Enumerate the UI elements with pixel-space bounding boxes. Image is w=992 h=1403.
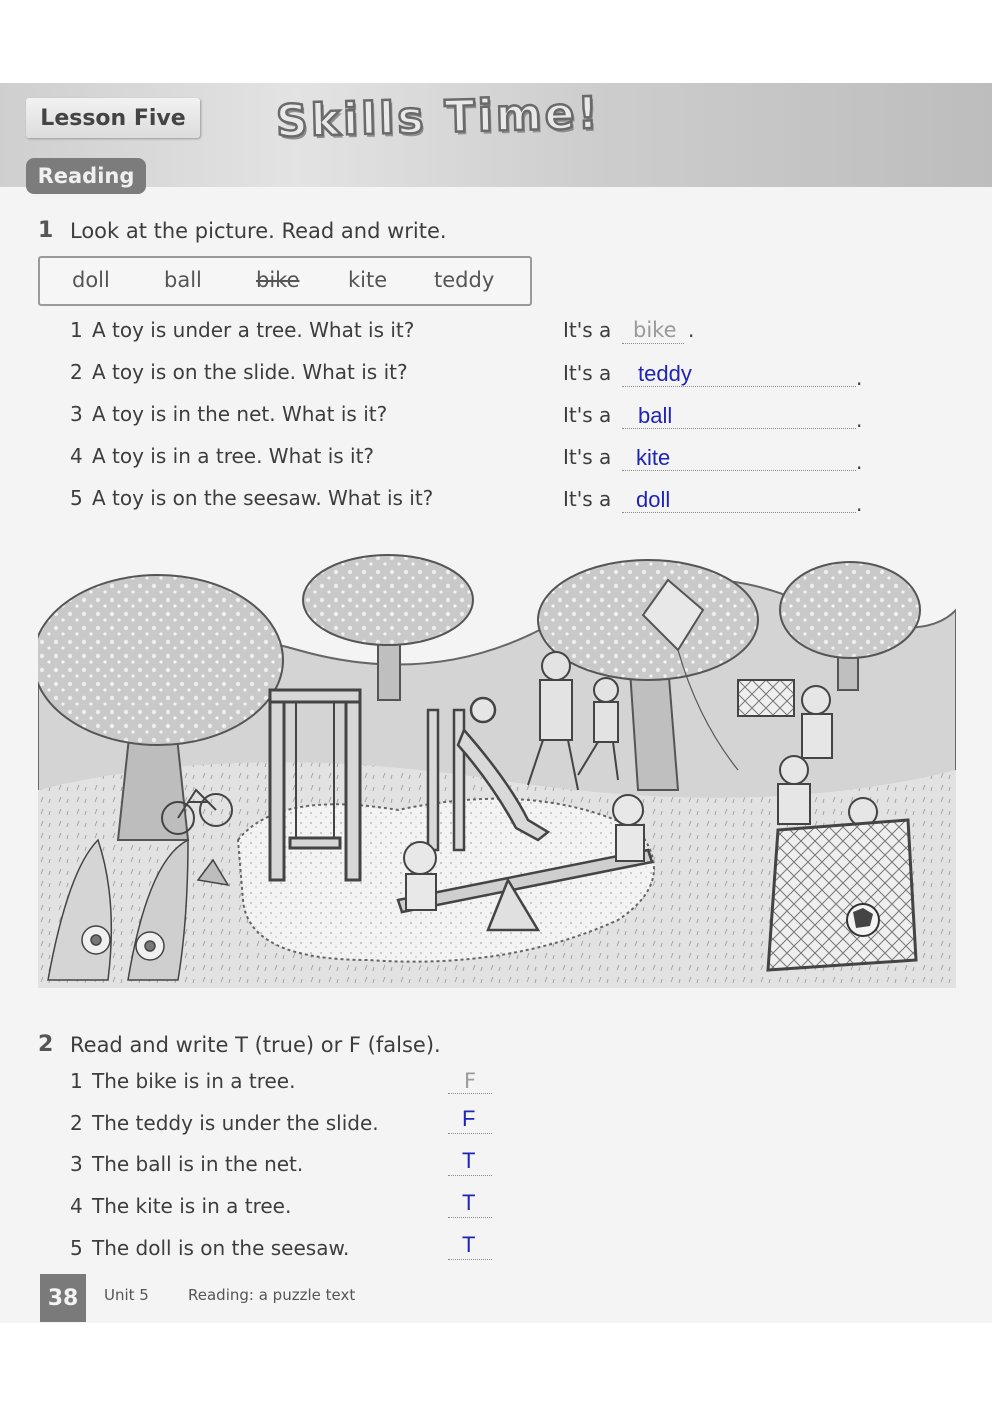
answer-line xyxy=(622,343,684,344)
exercise-1-instruction: Look at the picture. Read and write. xyxy=(70,219,447,243)
teddy-icon xyxy=(471,698,495,722)
question-number: 1 xyxy=(70,318,83,342)
goal-net-far xyxy=(738,680,794,716)
handwritten-answer[interactable]: T xyxy=(462,1148,476,1173)
question-number: 5 xyxy=(70,486,83,510)
tf-number: 5 xyxy=(70,1236,83,1260)
question-row xyxy=(70,360,408,384)
answer-line xyxy=(448,1217,492,1218)
word-bank-item: teddy xyxy=(434,268,495,292)
question-number: 3 xyxy=(70,402,83,426)
page-number: 38 xyxy=(40,1274,86,1322)
question-row xyxy=(70,402,387,426)
tf-statement: The bike is in a tree. xyxy=(92,1069,296,1093)
tf-statement: The teddy is under the slide. xyxy=(92,1111,379,1135)
tf-statement: The ball is in the net. xyxy=(92,1152,304,1176)
answer-line xyxy=(448,1133,492,1134)
tf-statement: The doll is on the seesaw. xyxy=(92,1236,350,1260)
question-text: A toy is in the net. What is it? xyxy=(92,402,388,426)
page-title: Skills Time! xyxy=(275,87,602,148)
question-row xyxy=(70,486,433,510)
question-text: A toy is in a tree. What is it? xyxy=(92,444,375,468)
tf-row xyxy=(70,1236,349,1260)
tf-row xyxy=(70,1111,379,1135)
tf-row xyxy=(70,1194,291,1218)
tf-number: 3 xyxy=(70,1152,83,1176)
question-row xyxy=(70,318,414,342)
answer-line xyxy=(622,470,856,471)
answer-prefix: It's a xyxy=(563,445,612,469)
handwritten-answer[interactable]: F xyxy=(462,1106,476,1131)
question-text: A toy is on the seesaw. What is it? xyxy=(92,486,434,510)
tf-number: 2 xyxy=(70,1111,83,1135)
word-bank-item: bike xyxy=(256,268,300,292)
tf-row xyxy=(70,1069,295,1093)
example-answer: F xyxy=(464,1069,477,1093)
handwritten-answer[interactable]: T xyxy=(462,1190,476,1215)
tf-number: 1 xyxy=(70,1069,83,1093)
footer-topic: Reading: a puzzle text xyxy=(188,1286,356,1304)
lesson-label: Lesson Five xyxy=(26,98,200,138)
handwritten-answer[interactable]: ball xyxy=(638,403,673,428)
word-bank-item: kite xyxy=(348,268,388,292)
tf-row xyxy=(70,1152,303,1176)
tf-number: 4 xyxy=(70,1194,83,1218)
answer-line xyxy=(448,1093,492,1094)
goal-net xyxy=(768,820,916,970)
example-answer: bike xyxy=(633,318,677,342)
answer-suffix: . xyxy=(688,318,695,342)
answer-line xyxy=(622,428,856,429)
answer-line xyxy=(448,1175,492,1176)
word-bank-item: doll xyxy=(72,268,110,292)
question-number: 2 xyxy=(70,360,83,384)
park-illustration xyxy=(38,540,956,988)
word-bank-item: ball xyxy=(164,268,202,292)
handwritten-answer[interactable]: doll xyxy=(636,487,671,512)
answer-prefix: It's a xyxy=(563,318,612,342)
exercise-1-number: 1 xyxy=(38,218,54,243)
answer-suffix: . xyxy=(856,492,863,516)
handwritten-answer[interactable]: teddy xyxy=(638,361,692,386)
answer-line xyxy=(622,386,856,387)
word-bank xyxy=(38,256,532,306)
section-label: Reading xyxy=(26,158,146,194)
question-text: A toy is under a tree. What is it? xyxy=(92,318,415,342)
answer-line xyxy=(448,1259,492,1260)
answer-suffix: . xyxy=(856,450,863,474)
answer-line xyxy=(622,512,856,513)
question-number: 4 xyxy=(70,444,83,468)
exercise-2-instruction: Read and write T (true) or F (false). xyxy=(70,1033,441,1057)
answer-prefix: It's a xyxy=(563,403,612,427)
question-text: A toy is on the slide. What is it? xyxy=(92,360,408,384)
tf-statement: The kite is in a tree. xyxy=(92,1194,292,1218)
answer-suffix: . xyxy=(856,408,863,432)
footer-unit: Unit 5 xyxy=(104,1286,149,1304)
handwritten-answer[interactable]: kite xyxy=(636,445,671,470)
answer-prefix: It's a xyxy=(563,361,612,385)
answer-suffix: . xyxy=(856,366,863,390)
answer-prefix: It's a xyxy=(563,487,612,511)
handwritten-answer[interactable]: T xyxy=(462,1232,476,1257)
question-row xyxy=(70,444,374,468)
exercise-2-number: 2 xyxy=(38,1032,54,1057)
